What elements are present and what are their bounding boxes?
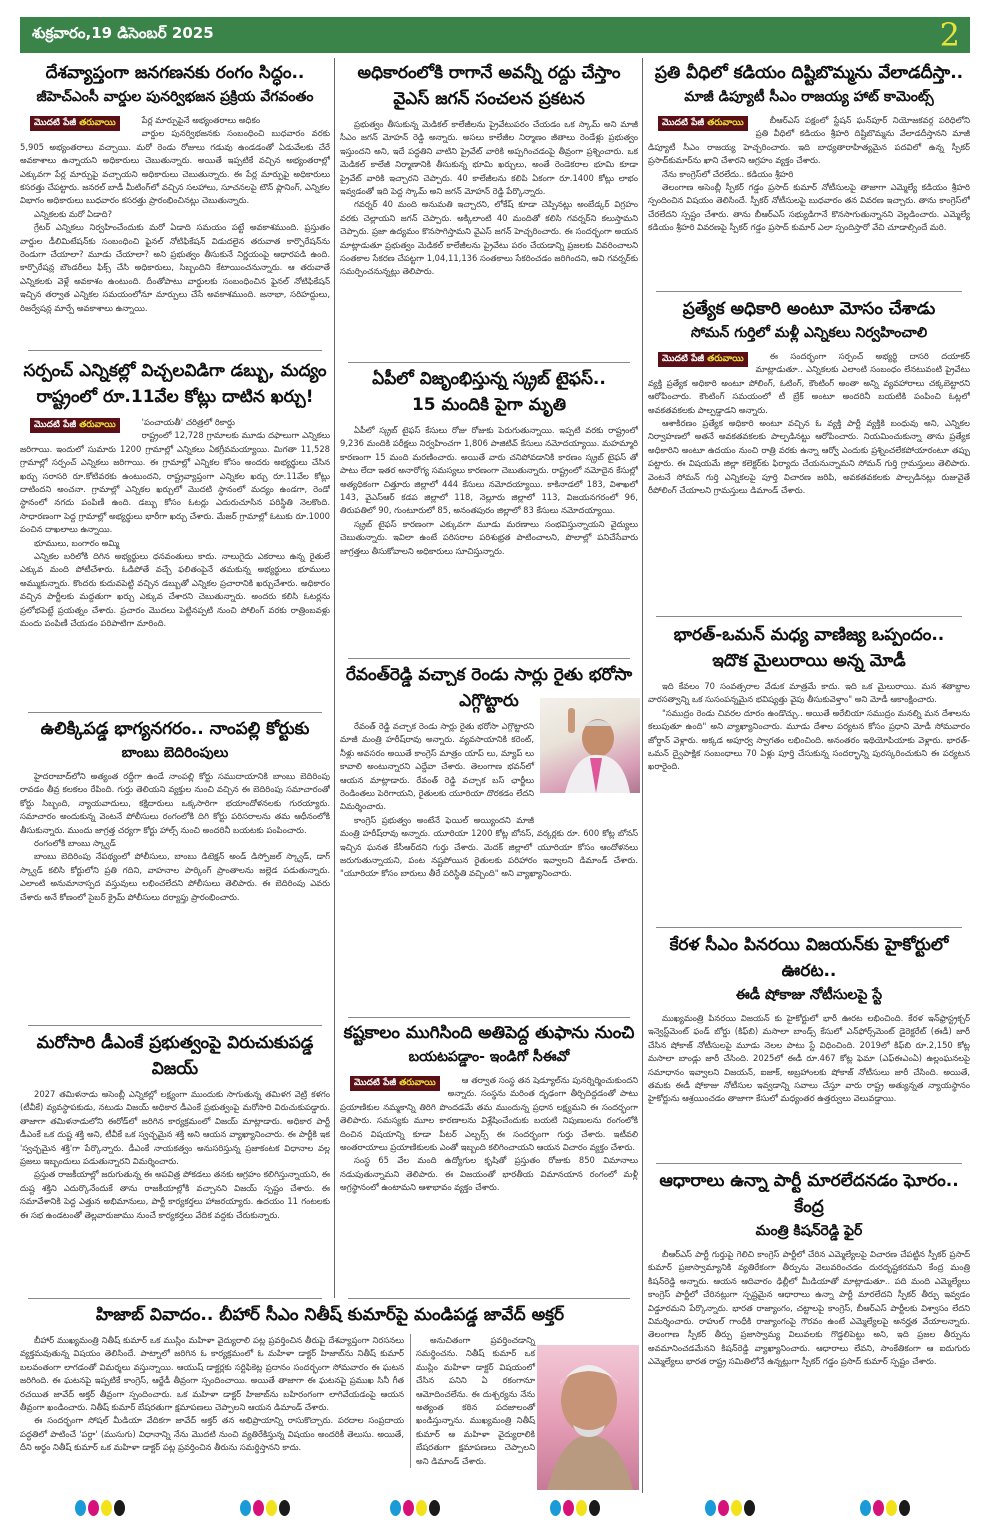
article-jagan — [340, 60, 638, 358]
article-census — [20, 60, 330, 345]
article-paragraph: ఇది కేవలం 70 సంవత్సరాల వేడుక మాత్రమే కాదు. ఇది ఒక మైలురాయి. మన శతాబ్దాల వారసత్వాన్ని ఒక సుసంపన్నమైన భవిష్యత్తు వైపు తీసుకువెళ్తాం" అని మోడీ ఆకాంక్షించారు. — [648, 681, 970, 705]
article-separator — [28, 1298, 322, 1299]
article-subheadline: జీహెచ్ఎంసీ వార్డుల పునర్విభజన ప్రక్రియ వేగవంతం — [36, 89, 314, 105]
article-paragraph: "సముద్రం రెండు చివరల దూరం ఉండొచ్చు.. అయితే అరేబియా సముద్రం మనల్ని మన దేశాలను కలుపుతూ ఉంది" అని వ్యాఖ్యానించారు. మూడు దేశాల పర్యటన కోసం ప్రధాని మోడీ సోమవారం జోర్డాన్ వెళ్లారు. అక్కడ అపూర్వ స్వాగతం లభించింది. అనంతరం ఇథియోపియాకు వెళ్లారు. భారత్-ఒమన్ ద్వైపాక్షిక సంబంధాలు 70 ఏళ్లు పూర్తి చేసుకున్న సందర్భాన్ని పురస్కరించుకుని ఈ పర్యటన ఖరారైంది. — [648, 707, 970, 772]
issue-date: శుక్రవారం,19 డిసెంబర్ 2025 — [32, 24, 214, 42]
javed-akhtar-photo — [537, 1345, 639, 1490]
color-dot — [589, 1500, 600, 1516]
article-subheadline: ఈడీ షోకాజు నోటీసులపై స్టే — [735, 987, 883, 1003]
article-paragraph: నేను కాంగ్రెస్‌లో చేరలేదు.. కడియం శ్రీహరి — [662, 168, 794, 179]
article-headline: హిజాబ్ వివాదం.. బీహార్ సీఎం నితీష్ కుమార్‌పై మండిపడ్డ జావేద్ అక్తర్ — [95, 1305, 565, 1325]
article-headline: మరోసారి డీఎంకే ప్రభుత్వంపై విరుచుకుపడ్డ విజయ్ — [36, 1033, 314, 1079]
article-kerala — [648, 932, 970, 1160]
article-paragraph: స్క్రబ్ టైఫస్ కారణంగా ఎక్కువగా మూడు మరణాలు సంభవిస్తున్నాయని వైద్యులు చెబుతున్నారు. ఇవిలా ఉంటే పరిసరాల పరిశుభ్రత పాటించాలని, పొలాల్లో పనిచేసేవారు జాగ్రత్తలు తీసుకోవాలని అధికారులు సూచిస్తున్నారు. — [340, 518, 638, 556]
article-paragraph: రాష్ట్రంలో 12,728 గ్రామాలకు మూడు దఫాలుగా ఎన్నికలు జరిగాయి. ఇందులో సుమారు 1200 గ్రామాల్లో ఎన్నికలు ఏకగ్రీవమయ్యాయి. మిగతా 11,528 గ్రామాల్లో సర్పంచ్ ఎన్నికలు జరిగాయి. ఈ గ్రామాల్లో ఎన్నికల కోసం అందరు అభ్యర్థులు చేసిన ఖర్చు సరాసరి రూ.కోటివరకు ఉంటుందని, రాష్ట్రవ్యాప్తంగా ఎన్నికల ఖర్చు రూ.11వేల కోట్లు దాటిందని అంచనా. గ్రామాల్లో ఎన్నికల ఖర్చులో మొదటి స్థానంలో మద్యం ఉండగా, రెండో స్థానంలో నగదు పంపిణీ ఉంది. డబ్బు కోసం ఓటర్లు ఎదురుచూసిన పరిస్థితి నెలకొంది. సాధారణంగా పెద్ద గ్రామాల్లో అభ్యర్థులు భారీగా ఖర్చు చేశారు. మేజర్ గ్రామాల్లో ఓటుకు రూ.1000 పంచిన దాఖలాలు ఉన్నాయి. — [20, 430, 330, 535]
article-officer — [648, 296, 970, 612]
article-subheadline: బాంబు బెదిరింపులు — [121, 745, 229, 761]
article-paragraph: హైదరాబాద్‌లోని అత్యంత రద్దీగా ఉండే నాంపల్లి కోర్టు సముదాయానికి బాంబు బెదిరింపు రావడం తీవ్ర కలకలం రేపింది. గుర్తు తెలియని వ్యక్తుల నుంచి వచ్చిన ఈ బెదిరింపు సమాచారంతో కోర్టు సిబ్బంది, న్యాయవాదులు, కక్షిదారులు ఒక్కసారిగా భయాందోళనలకు గురయ్యారు. సమాచారం అందుకున్న వెంటనే పోలీసులు రంగంలోకి దిగి కోర్టు పరిసరాలను తమ ఆధీనంలోకి తీసుకున్నారు. ముందు జాగ్రత్త చర్యగా కోర్టు హాల్స్ నుంచి అందరినీ బయటకు పంపించారు. — [20, 771, 330, 835]
article-separator — [28, 1025, 322, 1026]
article-body — [648, 1248, 970, 1369]
column-divider — [642, 58, 643, 1493]
continued-badge: మొదటి పేజీ తరువాయి — [658, 352, 748, 367]
color-dot — [390, 1500, 401, 1516]
column-divider — [334, 58, 335, 1298]
article-typhus — [340, 366, 638, 654]
article-headline: అధికారంలోకి రాగానే అవన్నీ రద్దు చేస్తాం — [357, 63, 621, 83]
article-headline: భారత్-ఒమన్ మధ్య వాణిజ్య ఒప్పందం.. — [673, 625, 945, 645]
page-number: 2 — [939, 16, 960, 54]
article-body — [20, 770, 330, 904]
article-paragraph: ఆ తర్వాత సంస్థ తన షెడ్యూల్‌ను పునర్నిర్మించుకుందని అన్నారు. సంస్థను మరింత దృఢంగా తీర్చిదిద్దడంతో పాటు ప్రయాణికుల నమ్మకాన్ని తిరిగి పొందడమే తమ ముందున్న ప్రధాన లక్ష్యమని ఈ సందర్భంగా తెలిపారు. సమస్యకు మూల కారణాలను విశ్లేషించేందుకు బయటి నిపుణులను రంగంలోకి దించిన విషయాన్ని కూడా పీటర్ ఎల్బర్స్ ఈ సందర్భంగా గుర్తు చేశారు. ఇటీవలి అంతరాయాలు ప్రయాణికులకు ఎంతో ఇబ్బంది కలిగించాయని ఆయన విచారం వ్యక్తం చేశారు. — [340, 1075, 638, 1153]
article-paragraph: అనుచితంగా ప్రవర్తించడాన్ని సమర్థించను. నితీష్ కుమార్ ఒక ముస్లిం మహిళా డాక్టర్ విషయంలో చేసిన పనిని ఏ రకంగానూ ఆమోదించలేను. ఈ దుశ్చర్యను నేను అత్యంత కఠిన పదజాలంతో ఖండిస్తున్నాను. ముఖ్యమంత్రి నితీష్ కుమార్ ఆ మహిళా వైద్యురాలికి బేషరతుగా క్షమాపణలు చెప్పాలని అని డిమాండ్ చేశారు. — [416, 1335, 535, 1466]
color-dot — [899, 1500, 910, 1516]
article-body-side — [410, 1334, 535, 1468]
article-paragraph: భూములు, బంగారం అమ్మి — [34, 537, 120, 548]
article-headline: ప్రత్యేక అధికారి అంటూ మోసం చేశాడు — [682, 299, 936, 319]
color-dot — [75, 1500, 86, 1516]
article-paragraph: బీఆర్ఎస్ పార్టీ గుర్తుపై గెలిచి కాంగ్రెస్ పార్టీలో చేరిన ఎమ్మెల్యేలపై విచారణ చేపట్టిన స్పీకర్ ప్రసాద్ కుమార్ ప్రజాస్వామ్యానికి వ్యతిరేకంగా తీర్పును వెలువరించడం దురదృష్టకరమని కేంద్ర మంత్రి కిషన్‌రెడ్డి అన్నారు. ఆయన ఆదివారం ఢిల్లీలో మీడియాతో మాట్లాడుతూ.. పది మంది ఎమ్మెల్యేలు కాంగ్రెస్ పార్టీలో చేరినట్లుగా స్పష్టమైన ఆధారాలు ఉన్నా పార్టీ మారలేదని స్పీకర్ తీర్పు ఇవ్వడం విడ్డూరమని పేర్కొన్నారు. భారత రాజ్యాంగం, చట్టాలపై కాంగ్రెస్, బీఆర్ఎస్ పార్టీలకు విశ్వాసం లేదని విమర్శించారు. రాహుల్ గాంధీకి రాజ్యాంగంపై గౌరవం ఉంటే ఎమ్మెల్యేలపై అనర్హత వేయాలన్నారు. తెలంగాణ స్పీకర్ తీర్పు ప్రజాస్వామ్య విలువలకు గొడ్డలిపెట్టు అని, ఇది ప్రజల తీర్పును అవమానించడమేనని కిషన్‌రెడ్డి వ్యాఖ్యానించారు. ఆధారాలు లేవని, సాంకేతికంగా ఆ ఐదుగురు ఎమ్మెల్యేలు భారత రాష్ట్ర సమితిలోనే ఉన్నట్లుగా స్పీకర్ గడ్డం ప్రసాద్ కుమార్ స్పష్టం చేశారు. — [648, 1249, 970, 1367]
article-paragraph: ఈ సందర్భంగా సర్పంచ్ అభ్యర్థి దాసరి దయాకర్ మాట్లాడుతూ.. ఎన్నికలకు ఎలాంటి సంబంధం లేనటువంటి ప్రైవేటు వ్యక్తి ప్రత్యేక అధికారి అంటూ పోలింగ్, ఓటింగ్, కౌంటింగ్ అంతా అన్ని వ్యవహారాలు చక్కబెట్టారని ఆరోపించారు. కౌంటింగ్ సమయంలో టీ బ్రేక్ అంటూ అందరినీ బయటికి పంపించి ఓట్లలో అవకతవకలకు పాల్పడ్డాడని అన్నారు. — [648, 351, 970, 415]
article-body — [648, 350, 970, 497]
article-paragraph: రేవంత్ రెడ్డి వచ్చాక రెండు సార్లు రైతు భరోసా ఎగ్గొట్టారని మాజీ మంత్రి హరీష్‌రావు అన్నారు. వ్యవసాయానికి కరెంట్, నీళ్లు అవసరం అయితే కాంగ్రెస్ మాత్రం యాప్ లు, మ్యాప్ లు కావాలి అంటున్నారని ఎద్దేవా చేశారు. తెలంగాణ భవన్‌లో ఆయన మాట్లాడారు. రేవంత్ రెడ్డి వచ్చాక బస్ ఛార్జీలు రెండింతలు పెరిగాయని, రైతులకు యూరియా దొరకడం లేదని విమర్శించారు. — [340, 721, 534, 812]
color-dot — [705, 1500, 716, 1516]
article-oman — [648, 622, 970, 922]
article-paragraph: ఎన్నికల బరిలోకి దిగిన అభ్యర్థులు ధనవంతులు కాదు. నాలుగైదు ఎకరాలు ఉన్న రైతులే ఎక్కువ మంది పోటీచేశారు. ఓడిపోతే వచ్చే ఫలితంపైనే తమకున్న అభ్యర్థులు భూములు అమ్ముకున్నారు. కొందరు కుదువపెట్టి వచ్చిన డబ్బుతో ఎన్నికల ప్రచారానికి ఖర్చుచేశారు. అధికారం వచ్చిన పార్టీలకు మద్దతుగా ఖర్చు ఎక్కువ చేశారని చెబుతున్నారు. అందరు కలిసి ఓటర్లను ప్రలోభపెట్టే ప్రయత్నం చేశారు. ప్రచారం మొదలు పెట్టినప్పటి నుంచి పోలింగ్ వరకు రాత్రింబవళ్లు మందు పంపిణీ చేయడం పరిపాటిగా మారింది. — [20, 551, 330, 629]
article-separator — [656, 927, 962, 928]
continued-badge: మొదటి పేజీ తరువాయి — [30, 116, 120, 131]
article-separator — [656, 291, 962, 292]
registration-marks — [860, 1500, 910, 1516]
article-body — [340, 118, 638, 279]
article-separator — [348, 362, 630, 363]
color-dot — [576, 1500, 587, 1516]
color-dot — [718, 1500, 729, 1516]
article-paragraph: ఆశాకిరణం ప్రత్యేక అధికారి అంటూ వచ్చిన ఓ వ్యక్తి పార్టీ వ్యక్తికి బంధువు అని, ఎన్నికల నిర్వాహణలో అతనే అవకతవకలకు పాల్పడినట్టు ఆరోపించారు. నియమించుకున్నా తాను ప్రత్యేక అధికారిని అంటూ ఉదయం నుంచి రాత్రి వరకు ఉన్నా ఆర్వో ఎందుకు ప్రశ్నించలేకపోయారంటూ తప్పు పట్టారు. ఈ విషయమే జిల్లా కలెక్టర్‌కు ఫిర్యాదు చేయనున్నామని సోమన్ గుర్తి గ్రామస్తులు తెలిపారు. వెంటనే సోమన్ గుర్తి ఎన్నికలపై పూర్తి విచారణ జరిపి, అవకతవకలకు పాల్పడినట్లు రుజువైతే రీపోలింగ్ చేయాలని గ్రామస్తులు డిమాండ్ చేశారు. — [648, 418, 970, 496]
article-paragraph: కాంగ్రెస్ ప్రభుత్వం అంటేనే ఫెయిల్ అయ్యిందని మాజీ మంత్రి హరీష్‌రావు అన్నారు. యూరియా 1200 కోట్ల బోనస్, వర్కర్లకు రూ. 600 కోట్ల బోనస్ ఇచ్చిన ఘనత కేసీఆర్‌దని గుర్తు చేశారు. మెదక్ జిల్లాలో యూరియా కోసం ఆందోళనలు జరుగుతున్నాయని, పంట నష్టపోయిన రైతులకు పరిహారం ఇవ్వాలని డిమాండ్ చేశారు. "యూరియా కోసం బారులు తీరే పరిస్థితి వచ్చింది" అని వ్యాఖ్యానించారు. — [340, 814, 638, 879]
article-body — [340, 424, 638, 558]
article-bomb — [20, 716, 330, 1022]
article-paragraph: గ్రేటర్ ఎన్నికలు నిర్వహించేందుకు మరో ఏడాది సమయం పట్టే అవకాశముంది. ప్రస్తుతం వార్డుల డీలిమిటేషన్‌కు సంబంధించి ఫైనల్ నోటిఫికేషన్ విడుదలైన తరువాత కార్పొరేషన్‌ను రెండుగా చేయాలా? మూడు చేయాలా? అని ప్రభుత్వం తీసుకునే నిర్ణయంపై ఆధారపడి ఉంది. కార్పొరేషన్ల బౌండరీలు ఫిక్స్ చేసి అధికారులు, సిబ్బందిని కేటాయించనున్నారు. ఆ తరువాతే ఎన్నికలకు వెళ్లే అవకాశం ఉంటుంది. దీంతోపాటు వార్డులకు సంబంధించిన ఫైనల్ నోటిఫికేషన్ ఇచ్చిన తర్వాత ఎన్నికల సమయంలోనూ మార్పులు చేసే అవకాశముంది. జనాభా, సరిహద్దులు, రిజర్వేషన్ల మార్పే అవకాశాలు ఉన్నాయి. — [20, 222, 330, 313]
article-subheadline: బయటపడ్డాం- ఇండిగో సీఈవో — [408, 1049, 570, 1065]
registration-marks — [240, 1500, 290, 1516]
registration-marks — [705, 1500, 755, 1516]
article-paragraph: ముఖ్యమంత్రి పినరయి విజయన్ కు హైకోర్టులో భారీ ఊరట లభించింది. కేరళ ఇన్‌ఫ్రాస్ట్రక్చర్ ఇన్వెస్ట్‌మెంట్ ఫండ్ బోర్డు (కిఫ్‌బి) మసాలా బాండ్స్ కేసులో ఎన్‌ఫోర్స్‌మెంట్ డైరెక్టరేట్ (ఈడీ) జారీ చేసిన షోకాజ్ నోటీసులపై మూడు నెలల పాటు స్టే విధించింది. 2019లో కిఫ్‌బి రూ.2,150 కోట్ల మసాలా బాండ్లు జారీ చేసింది. 2025లో ఈడీ రూ.467 కోట్ల ఫెమా (ఎఫ్ఈఎంఏ) ఉల్లంఘనలపై సమాధానం ఇవ్వాలని విజయన్, ఐజాక్, అబ్రహాంలకు షోకాజ్ నోటీసులు జారీ చేసింది. అయితే, తమకు ఈడీ షోకాజు నోటీసుల ఇవ్వడాన్ని సవాలు చేస్తూ వారు రాష్ట్ర అత్యున్నత న్యాయస్థానం హైకోర్టును ఆశ్రయించడం తాజాగా కేసులో మధ్యంతర ఉత్తర్వులు వెలువడ్డాయి. — [648, 1013, 970, 1104]
color-dot — [429, 1500, 440, 1516]
color-dot — [744, 1500, 755, 1516]
color-dot — [886, 1500, 897, 1516]
article-body — [20, 114, 330, 315]
article-paragraph: ప్రభుత్వం తీసుకున్న మెడికల్ కాలేజీలను ప్రైవేటుపరం చేయడం ఒక స్కామ్ అని మాజీ సీఎం జగన్ మోహన్ రెడ్డి అన్నారు. అసలు కాలేజీల నిర్మాణం జీతాలు రెండేళ్లు ప్రభుత్వం ఇస్తుందని అని, ఇదే పద్ధతిని వాటిని ప్రైవేట్ వారికి అప్పగించడంపై తీవ్రంగా ప్రశ్నించారు. ఒక మెడికల్ కాలేజీ నిర్మాణానికి తీసుకున్న భూమి ఖర్చులు, అంతే రెండెకరాల భూమి కూడా ప్రైవేట్ వారికి ఇచ్చారని చెప్పారు. 40 కాలేజీలను కలిపి ఏకంగా రూ.1400 కోట్లు లాభం ఇవ్వడంతో ఇది పెద్ద స్కామ్ అని జగన్ మోహన్ రెడ్డి పేర్కొన్నారు. — [340, 119, 638, 197]
article-paragraph: సంస్థ 65 వేల మంది ఉద్యోగుల కృషితో ప్రస్తుతం రోజుకు 850 విమానాలు నడుపుతున్నామని తెలిపారు. ఈ విజయంతో భారతీయ విమానయాన రంగంలో మళ్లీ అగ్రస్థానంలో ఉంటామని ఆశాభావం వ్యక్తం చేశారు. — [340, 1155, 638, 1193]
article-headline: కష్టకాలం ముగిసింది అతిపెద్ద తుఫాను నుంచి — [343, 1023, 635, 1043]
article-headline: రేవంత్‌రెడ్డి వచ్చాక రెండు సార్లు రైతు భరోసా ఎగ్గొట్టారు — [345, 665, 633, 711]
article-kadiyam — [648, 60, 970, 286]
article-separator — [28, 350, 322, 351]
article-vijay — [20, 1030, 330, 1295]
article-subheadline: మాజీ డిప్యూటీ సీఎం రాజయ్య హాట్ కామెంట్స్ — [684, 89, 934, 105]
color-dot — [860, 1500, 871, 1516]
color-dot — [873, 1500, 884, 1516]
color-dot — [114, 1500, 125, 1516]
article-indigo — [340, 1020, 638, 1295]
continued-badge: మొదటి పేజీ తరువాయి — [658, 116, 748, 131]
color-dot — [253, 1500, 264, 1516]
masthead — [20, 17, 970, 53]
article-separator — [656, 1163, 962, 1164]
continued-badge: మొదటి పేజీ తరువాయి — [350, 1076, 440, 1091]
harish-rao-photo — [540, 698, 640, 793]
article-subheadline: వైఎస్ జగన్ సంచలన ప్రకటన — [393, 89, 585, 109]
article-headline: ఏపీలో విజృంభిస్తున్న స్క్రబ్ టైఫస్.. — [372, 369, 606, 389]
continued-badge: మొదటి పేజీ తరువాయి — [30, 418, 120, 433]
article-paragraph: ఏపీలో స్క్రబ్ టైఫస్ కేసులు రోజు రోజుకు పెరుగుతున్నాయి. ఇప్పటి వరకు రాష్ట్రంలో 9,236 మందికి పరీక్షలు నిర్వహించగా 1,806 పాజిటివ్ కేసులు నమోదయ్యాయి. మహమ్మారి కారణంగా 15 మంది మరణించారు. అయితే వారు చనిపోవడానికి కారణం స్క్రబ్ టైఫస్ తో పాటు లేదా ఇతర అనారోగ్య సమస్యలు కారణంగా చెబుతున్నారు. రాష్ట్రంలో నమోదైన కేసుల్లో అత్యధికంగా చిత్తూరు జిల్లాలో 444 కేసులు నమోదయ్యాయి. కాకినాడలో 183, విశాఖలో 143, వైఎస్ఆర్ కడప జిల్లాలో 118, నెల్లూరు జిల్లాలో 113, విజయనగరంలో 96, తిరుపతిలో 90, గుంటూరులో 85, అనంతపురం జిల్లాలో 83 కేసులు నమోదయ్యాయి. — [340, 425, 638, 516]
article-separator — [656, 616, 962, 617]
article-headline: కేరళ సీఎం పినరయి విజయన్‌కు హైకోర్టులో ఊరట.. — [669, 935, 949, 981]
article-paragraph: 'పంచాయతీ' చరిత్రలో రికార్డు — [141, 417, 235, 427]
article-headline: ప్రతి వీధిలో కడియం దిష్టిబొమ్మను వేలాడదీస్తా.. — [654, 63, 964, 83]
article-paragraph: పేర్ల మార్పుపైనే అభ్యంతరాలు అధికం — [141, 115, 261, 125]
article-body — [20, 416, 330, 631]
article-subheadline: రాష్ట్రంలో రూ.11వేల కోట్లు దాటిన ఖర్చు! — [36, 387, 314, 407]
color-dot — [88, 1500, 99, 1516]
color-dot — [563, 1500, 574, 1516]
color-dot — [731, 1500, 742, 1516]
article-paragraph: బీహార్ ముఖ్యమంత్రి నితీష్ కుమార్ ఒక ముస్లిం మహిళా వైద్యురాలి పట్ల ప్రవర్తించిన తీరుపై దేశవ్యాప్తంగా నిరసనలు వ్యక్తమవుతున్న విషయం తెలిసిందే. పాట్నాలో జరిగిన ఓ కార్యక్రమంలో ఓ మహిళా డాక్టర్ హిజాబ్‌ను నితీష్ కుమార్ బలవంతంగా లాగడంతో విమర్శలు వస్తున్నాయి. ఆయుష్ డాక్టర్లకు సర్టిఫికెట్ల ప్రదానం సందర్భంగా సోమవారం ఈ ఘటన జరిగింది. ఈ ఘటనపై ఇప్పటికే కాంగ్రెస్, ఆర్జేడీ తీవ్రంగా స్పందించాయి. అయితే తాజాగా ఈ ఘటనపై ప్రముఖ సినీ గీత రచయిత జావేద్ అక్తర్ తీవ్రంగా స్పందించారు. ఒక మహిళా డాక్టర్ హిజాబ్‌ను బహిరంగంగా లాగివేయడంపై ఆయన తీవ్రంగా ఖండించారు. నితీష్ కుమార్ బేషరతుగా క్షమాపణలు చెప్పాలని ఆయన డిమాండ్ చేశారు. — [20, 1335, 404, 1413]
article-headline: ఆధారాలు ఉన్నా పార్టీ మారలేదనడం ఘోరం.. కేంద్ర — [659, 1171, 959, 1217]
article-headline: సర్పంచ్ ఎన్నికల్లో విచ్చలవిడిగా డబ్బు, మద్యం — [23, 361, 327, 381]
article-paragraph: 2027 తమిళనాడు అసెంబ్లీ ఎన్నికల్లో లక్ష్యంగా ముందుకు సాగుతున్న తమిళగ వెట్రి కళగం (టీవీకే) వ్యవస్థాపకుడు, నటుడు విజయ్ అధికార డీఎంకే ప్రభుత్వంపై మరోసారి విరుచుకుపడ్డారు. తాజాగా తమిళనాడులోని ఈరోడ్‌లో జరిగిన కార్యక్రమంలో విజయ్ మాట్లాడారు. అధికార పార్టీ డీఎంకే ఒక దుష్ట శక్తి అని, టీవీకే ఒక స్వచ్ఛమైన శక్తి అని ఆయన వ్యాఖ్యానించారు. ఈ పార్టీకి ఇక 'స్వచ్ఛమైన శక్తి'గా పేర్కొన్నారు. డీఎంకే నాయకత్వం అనుసరిస్తున్న ప్రజాకంటక విధానాల వల్ల ప్రజలు ఇబ్బందులు పడుతున్నారని విమర్శించారు. — [20, 1089, 330, 1167]
registration-marks — [75, 1500, 125, 1516]
article-separator — [28, 712, 322, 713]
article-body — [648, 1012, 970, 1106]
article-body — [20, 1088, 330, 1222]
registration-marks — [550, 1500, 600, 1516]
article-body — [648, 114, 970, 235]
article-subheadline: మంత్రి కిషన్‌రెడ్డి ఫైర్ — [755, 1223, 863, 1239]
color-dot — [240, 1500, 251, 1516]
article-subheadline: ఇదొక మైలురాయి అన్న మోడీ — [712, 651, 906, 671]
color-dot — [101, 1500, 112, 1516]
article-paragraph: ఈ సందర్భంగా సోషల్ మీడియా వేదికగా జావేద్ అక్తర్ తన అభిప్రాయాన్ని రాసుకొచ్చారు. పరదాల సంప్రదాయ పద్ధతిలో పాటించే 'పర్దా' (ముసుగు) విధానాన్ని నేను మొదటి నుంచి వ్యతిరేకిస్తున్న విషయం అందరికీ తెలుసు. అయితే, దీని అర్థం నితీష్ కుమార్ ఒక మహిళా డాక్టర్ పట్ల ప్రవర్తించిన తీరును సమర్థిస్తానని కాదు. — [20, 1415, 404, 1453]
article-body — [648, 680, 970, 774]
article-body — [340, 1074, 638, 1195]
article-separator — [348, 658, 630, 659]
article-subheadline: 15 మందికి పైగా మృతి — [411, 395, 567, 415]
article-paragraph: ప్రస్తుత రాజకీయాల్లో జరుగుతున్న ఈ అపవిత్ర పోకడలు తనకు ఆగ్రహం కలిగిస్తున్నాయని, ఈ దుష్ట శక్తిని ఎదుర్కొనేందుకే తాను రాజకీయాల్లోకి వచ్చానని విజయ్ స్పష్టం చేశారు. ఈ సమావేశానికి పెద్ద ఎత్తున అభిమానులు, పార్టీ కార్యకర్తలు హాజరయ్యారు. ఉదయం 11 గంటలకు ఈ సభ ఉండటంతో తెల్లవారుజాము నుంచే కార్యకర్తలు వేదిక వద్దకు చేరుకున్నారు. — [20, 1169, 330, 1220]
article-paragraph: బాంబు బెదిరింపు నేపథ్యంలో పోలీసులు, బాంబు డిటెక్షన్ అండ్ డిస్పోజల్ స్క్వాడ్, డాగ్ స్క్వాడ్ కలిసి కోర్టులోని ప్రతి గదిని, వాహనాల పార్కింగ్ ప్రాంతాలను జల్లెడ పడుతున్నారు. ఎలాంటి అనుమానాస్పద వస్తువులు లభించలేదని పోలీసులు తెలిపారు. ఈ బెదిరింపు ఎవరు చేశారు అనే కోణంలో సైబర్ క్రైమ్ పోలీసులు దర్యాప్తు ప్రారంభించారు. — [20, 851, 330, 902]
article-body — [20, 1334, 404, 1468]
article-sarpanch — [20, 358, 330, 706]
article-paragraph: తెలంగాణ అసెంబ్లీ స్పీకర్ గడ్డం ప్రసాద్ కుమార్ నోటీసులపై తాజాగా ఎమ్మెల్యే కడియం శ్రీహరి స్పందించిన విషయం తెలిసిందే. స్పీకర్ నోటీసులపై బుధవారం తన వివరణ ఇచ్చారు. తాను కాంగ్రెస్‌లో చేరలేదని స్పష్టం చేశారు. తాను బీఆర్ఎస్ సభ్యుడిగానే కొనసాగుతున్నానని వెల్లడించారు. ఎమ్మెల్యే కడియం శ్రీహరి వివరణపై స్పీకర్ గడ్డం ప్రసాద్ కుమార్ ఎలా స్పందిస్తారో వేచి చూడాల్సిందే మరి. — [648, 182, 970, 233]
article-paragraph: రంగంలోకి బాంబు స్క్వాడ్ — [34, 838, 116, 849]
color-dot — [550, 1500, 561, 1516]
article-separator — [348, 1017, 630, 1018]
article-separator — [348, 1298, 630, 1299]
color-dot — [416, 1500, 427, 1516]
article-headline: ఉలిక్కిపడ్డ భాగ్యనగరం.. నాంపల్లి కోర్టుకు — [40, 719, 310, 739]
article-paragraph: గవర్నర్ 40 మంది అనుమతి ఇచ్చారని, లోకేష్ కూడా చెప్పినట్లు అంబేడ్కర్ విగ్రహం వరకు చెల్లాయని జగన్ చెప్పారు. అక్కిలాంటి 40 మందితో కలిసి గవర్నర్‌ని కలుస్తామని చెప్పారు. ప్రజా ఉద్యమం కొనసాగిస్తామని వైఎస్ జగన్ హెచ్చరించారు. ఈ సందర్భంగా అయన మాట్లాడుతూ ప్రభుత్వం మెడికల్ కాలేజీలను ప్రైవేటు పరం చేయడాన్ని ప్రజలకు వివరించాలని సంతకాల సేకరణ చేపట్టగా 1,04,11,136 సంతకాలు సేకరించడం జరిగిందని, అవి గవర్నర్‌కు సమర్పించనున్నట్లు తెలిపారు. — [340, 199, 638, 277]
article-subheadline: సోమన్ గుర్తిలో మళ్లీ ఎన్నికలు నిర్వహించాలి — [690, 325, 928, 341]
registration-marks — [390, 1500, 440, 1516]
article-paragraph: వార్డుల పునర్విభజనకు సంబంధించి బుధవారం వరకు 5,905 అభ్యంతరాలు వచ్చాయి. మరో రెండు రోజులు గడువు ఉండడంతో ఏడువేలకు చేరే అవకాశాలు ఉన్నాయని అధికారులు చెబుతున్నారు. అయితే ఇప్పటికే వచ్చిన అభ్యంతరాల్లో ఎక్కువగా పేర్ల మార్పుపై వచ్చాయని అధికారులు చెబుతున్నారు. ఈ పేర్ల మార్పుపై అధికారులు కసరత్తు చేపట్టారు. జనరల్ బాడీ మీటింగ్‌లో వచ్చిన సలహాలు, సూచనలపై టౌన్ ప్లానింగ్, ఎన్నికల విభాగం అధికారులు బుధవారం కసరత్తు ప్రారంభించినట్లు చెబుతున్నారు. — [20, 128, 330, 206]
article-kishan — [648, 1168, 970, 1490]
color-dot — [403, 1500, 414, 1516]
article-headline: దేశవ్యాప్తంగా జనగణనకు రంగం సిద్ధం.. — [45, 63, 305, 83]
article-paragraph: ఎన్నికలకు మరో ఏడాది? — [34, 208, 113, 219]
article-paragraph: బీఆర్ఎస్ పక్షంలో స్టేషన్ ఘన్‌పూర్ నియోజకవర్గ పరిధిలోని ప్రతి వీధిలో కడియం శ్రీహరి దిష్టిబొమ్మను వేలాడదీస్తానని మాజీ డిప్యూటీ సీఎం రాజయ్య హెచ్చరించారు. ఇది బాధ్యతారాహిత్యమైన పదవిలో ఉన్న స్పీకర్ ప్రసాద్‌కుమార్‌ను ఖాని చేశారని ఆగ్రహం వ్యక్తం చేశారు. — [648, 115, 970, 166]
color-dot — [279, 1500, 290, 1516]
color-dot — [266, 1500, 277, 1516]
